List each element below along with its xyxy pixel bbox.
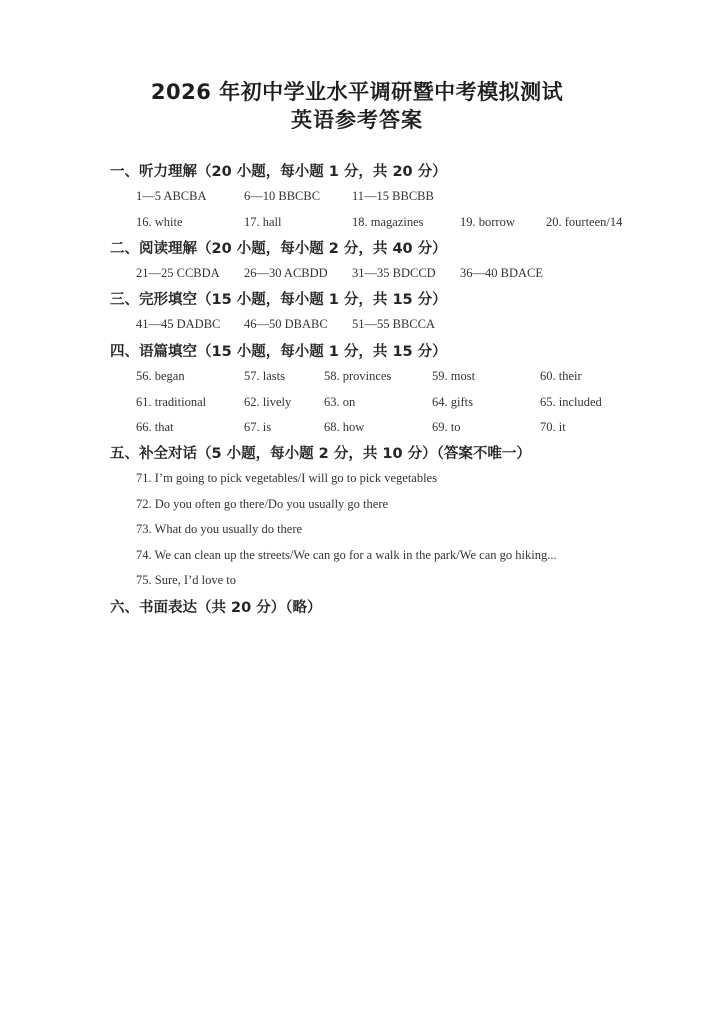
answer-item: 63. on: [324, 395, 356, 409]
answer-item: 60. their: [540, 369, 582, 383]
section-heading-passage-fill: 四、语篇填空（15 小题，每小题 1 分，共 15 分）: [110, 344, 447, 360]
answer-group: 36—40 BDACE: [460, 266, 543, 280]
answer-group: 51—55 BBCCA: [352, 317, 436, 331]
dialogue-answer: 71. I’m going to pick vegetables/I will go to pick vegetables: [136, 471, 437, 485]
dialogue-answer: 73. What do you usually do there: [136, 522, 303, 536]
answer-item: 69. to: [432, 420, 461, 434]
answer-row: [136, 317, 656, 335]
answer-item: 17. hall: [244, 215, 282, 229]
answer-row: [136, 189, 656, 207]
answer-item: 16. white: [136, 215, 183, 229]
answer-item: 57. lasts: [244, 369, 285, 383]
section-heading-reading: 二、阅读理解（20 小题，每小题 2 分，共 40 分）: [110, 241, 447, 257]
document-subtitle: 英语参考答案: [291, 108, 423, 132]
answer-row: [136, 420, 656, 438]
answer-item: 64. gifts: [432, 395, 473, 409]
answer-row: [136, 395, 656, 413]
section-heading-dialogue: 五、补全对话（5 小题，每小题 2 分，共 10 分）（答案不唯一）: [110, 446, 531, 462]
answer-group: 46—50 DBABC: [244, 317, 328, 331]
answer-group: 1—5 ABCBA: [136, 189, 207, 203]
answer-item: 18. magazines: [352, 215, 424, 229]
answer-row: [136, 369, 656, 387]
answer-item: 66. that: [136, 420, 174, 434]
answer-item: 67. is: [244, 420, 272, 434]
answer-item: 20. fourteen/14: [546, 215, 623, 229]
answer-row: [136, 266, 656, 284]
answer-group: 11—15 BBCBB: [352, 189, 434, 203]
answer-item: 65. included: [540, 395, 602, 409]
answer-item: 59. most: [432, 369, 476, 383]
answer-group: 41—45 DADBC: [136, 317, 221, 331]
answer-item: 58. provinces: [324, 369, 392, 383]
section-heading-listening: 一、听力理解（20 小题，每小题 1 分，共 20 分）: [110, 164, 447, 180]
answer-item: 70. it: [540, 420, 566, 434]
document-title: 2026 年初中学业水平调研暨中考模拟测试: [150, 80, 564, 104]
answer-item: 19. borrow: [460, 215, 515, 229]
answer-row: [136, 215, 656, 233]
answer-group: 21—25 CCBDA: [136, 266, 220, 280]
dialogue-answer: 75. Sure, I’d love to: [136, 573, 236, 587]
answer-group: 6—10 BBCBC: [244, 189, 321, 203]
dialogue-answer: 74. We can clean up the streets/We can go for a walk in the park/We can go hiking...: [136, 548, 557, 562]
section-heading-cloze: 三、完形填空（15 小题，每小题 1 分，共 15 分）: [110, 292, 447, 308]
answer-item: 61. traditional: [136, 395, 207, 409]
answer-group: 26—30 ACBDD: [244, 266, 328, 280]
answer-group: 31—35 BDCCD: [352, 266, 436, 280]
section-heading-writing: 六、书面表达（共 20 分）（略）: [110, 600, 322, 616]
answer-item: 62. lively: [244, 395, 292, 409]
answer-item: 56. began: [136, 369, 185, 383]
answer-item: 68. how: [324, 420, 365, 434]
dialogue-answer: 72. Do you often go there/Do you usually go there: [136, 497, 389, 511]
